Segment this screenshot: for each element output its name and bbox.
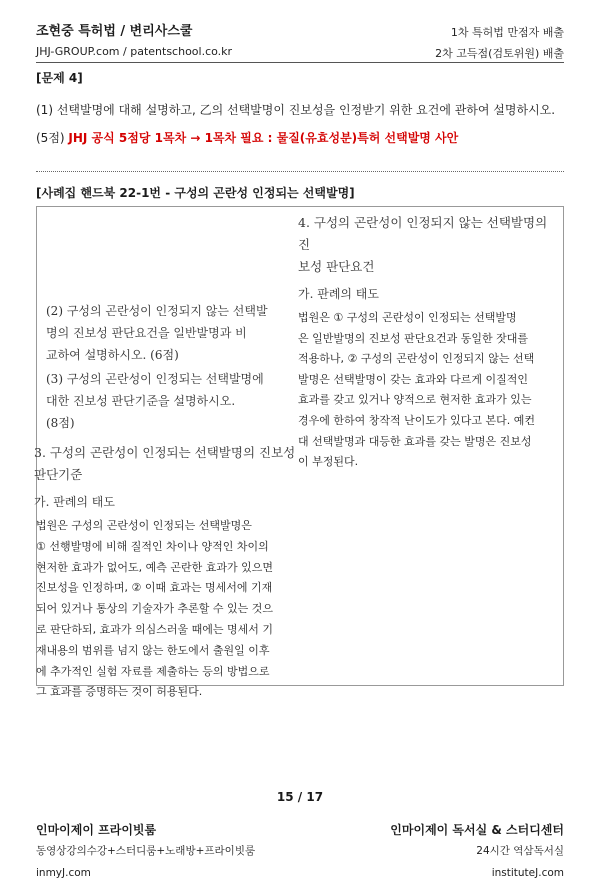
section-4-subheading: 가. 판례의 태도 bbox=[298, 287, 379, 301]
question-2-text: (2) 구성의 곤란성이 인정되지 않는 선택발 명의 진보성 판단요건을 일반발명과 비 교하여 설명하시오. (6점) bbox=[46, 304, 268, 362]
page-number: 15 / 17 bbox=[276, 790, 324, 804]
footer-right-line2: instituteJ.com bbox=[491, 867, 564, 879]
section-3-body: 법원은 구성의 곤란성이 인정되는 선택발명은 ① 선행발명에 비해 질적인 차이나 양적인 차이의 현저한 효과가 없어도, 예측 곤란한 효과가 있으면 진보성을 인정하며, ② 이때 효과는 명세서에 기재 되어 있거나 통상의 기술자가 추론할 수 있는 것으 로 판단하되, 효과가 의심스러울 때에는 명세서 기 재내용의 범위를 넘지 않는 한도에서 출원일 이후 에 추가적인 실험 자료를 제출하는 등의 방법으로 그 효과를 증명하는 것이 허용된다. bbox=[36, 519, 273, 699]
section-3-subheading: 가. 판례의 태도 bbox=[34, 495, 115, 509]
problem-text bbox=[36, 96, 564, 152]
question-3 bbox=[46, 368, 296, 434]
problem-highlight: JHJ 공식 5점당 1목차 → 1목차 필요 : 물질(유효성분)특허 선택발명 사안 bbox=[68, 131, 459, 145]
section-4 bbox=[298, 212, 558, 473]
footer-right bbox=[390, 820, 564, 884]
header-right-line1: 1차 특허법 만점자 배출 bbox=[450, 26, 564, 39]
header-right bbox=[435, 22, 564, 64]
question-3-text: (3) 구성의 곤란성이 인정되는 선택발명에 대한 진보성 판단기준을 설명하시오. (8점) bbox=[46, 372, 264, 430]
footer-right-title: 인마이제이 독서실 & 스터디센터 bbox=[390, 823, 564, 837]
section-4-heading: 4. 구성의 곤란성이 인정되지 않는 선택발명의 진 보성 판단요건 bbox=[298, 215, 548, 274]
problem-title: [문제 4] bbox=[36, 71, 83, 85]
section-4-body: 법원은 ① 구성의 곤란성이 인정되는 선택발명 은 일반발명의 진보성 판단요건과 동일한 잣대를 적용하나, ② 구성의 곤란성이 인정되지 않는 선택 발명은 선택발명이 갖는 효과와 다르게 이질적인 효과를 갖고 있거나 양적으로 현저한 효과가 있는 경우에 한하여 창작적 난이도가 있다고 본다. 예컨 대 선택발명과 대등한 효과를 갖는 발명은 진보성 이 부정된다. bbox=[298, 311, 535, 469]
casebook-title: [사례집 핸드북 22-1번 - 구성의 곤란성 인정되는 선택발명] bbox=[36, 186, 355, 200]
header-right-line2: 2차 고득점(검토위원) 배출 bbox=[435, 47, 564, 60]
footer-left bbox=[36, 820, 255, 884]
section-3-heading: 3. 구성의 곤란성이 인정되는 선택발명의 진보성 판단기준 bbox=[34, 445, 296, 482]
question-2 bbox=[46, 300, 296, 366]
section-divider bbox=[36, 171, 564, 172]
footer-left-title: 인마이제이 프라이빗룸 bbox=[36, 823, 157, 837]
problem-question: (1) 선택발명에 대해 설명하고, 乙의 선택발명이 진보성을 인정받기 위한 요건에 관하여 설명하시오. (5점) bbox=[36, 103, 556, 145]
footer-right-line1: 24시간 역삼독서실 bbox=[476, 845, 564, 857]
header-left bbox=[36, 22, 232, 62]
header-left-subtitle: JHJ-GROUP.com / patentschool.co.kr bbox=[36, 45, 233, 58]
header-left-title: 조현중 특허법 / 변리사스쿨 bbox=[36, 24, 193, 39]
header-divider bbox=[36, 62, 564, 63]
footer-left-line1: 동영상강의수강+스터디룸+노래방+프라이빗룸 bbox=[36, 845, 256, 857]
section-3 bbox=[34, 442, 309, 703]
footer-left-line2: inmyJ.com bbox=[36, 867, 91, 879]
